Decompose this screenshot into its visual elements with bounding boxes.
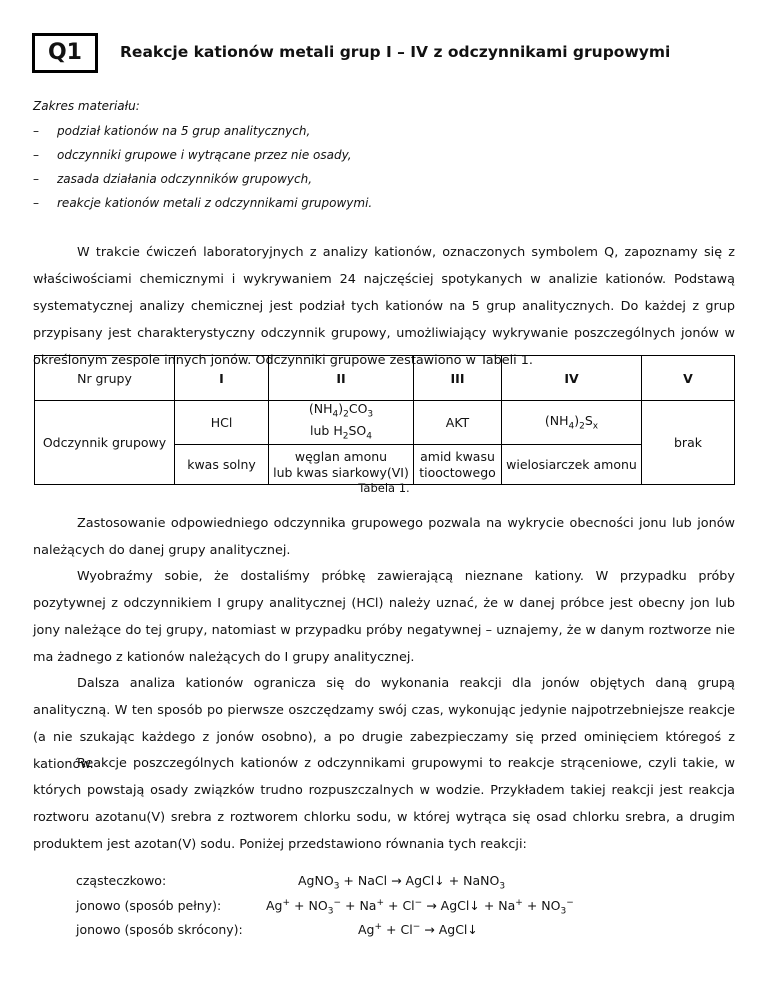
table-caption: Tabela 1. — [358, 481, 410, 495]
list-item: – reakcje kationów metali z odczynnikami grupowymi. — [33, 196, 373, 210]
paragraph-intro: W trakcie ćwiczeń laboratoryjnych z analizy kationów, oznaczonych symbolem Q, zapoznamy się z właściwościami chemicznymi i wykrywaniem 24 najczęściej spotykanych w analizie kationów. Podstawą systematycznej analizy chemicznej jest podział tych kationów na 5 grup analitycznych. Do każdej z grup przypisany jest charakterystyczny odczynnik grupowy, umożliwiający wykrywanie poszczególnych jonów w określonym zespole innych jonów. Odczynniki grupowe zestawiono w Tabeli 1. — [33, 245, 735, 368]
group-header: III — [414, 356, 502, 401]
list-item: – zasada działania odczynników grupowych, — [33, 172, 313, 186]
reagent-formula: $(NH_4)_2S_x$ — [502, 401, 642, 445]
equation-molecular: AgNO$_3$ + NaCl → AgCl↓ + NaNO$_3$ — [298, 873, 506, 892]
group-header: IV — [502, 356, 642, 401]
table-header-label: Nr grupy — [35, 356, 175, 401]
reagent-name: węglan amonu lub kwas siarkowy(VI) — [269, 445, 414, 485]
row-label: Odczynnik grupowy — [35, 401, 175, 485]
group-header: II — [269, 356, 414, 401]
reagent-name: wielosiarczek amonu — [502, 445, 642, 485]
reagent-formula: HCl — [175, 401, 269, 445]
scope-heading: Zakres materiału: — [33, 99, 140, 113]
reagent-none: brak — [642, 401, 735, 485]
paragraph: Reakcje poszczególnych kationów z odczynnikami grupowymi to reakcje strąceniowe, czyli takie, w których powstają osady związków trudno rozpuszczalnych w wodzie. Przykładem takiej reakcji jest reakcja roztworu azotanu(V) srebra z roztworem chlorku sodu, w której wytrąca się osad chlorku srebra, a drugim produktem jest azotan(V) sodu. Poniżej przedstawiono równania tych reakcji: — [33, 756, 735, 852]
equation-label: jonowo (sposób skrócony): — [76, 922, 243, 937]
reagent-name: kwas solny — [175, 445, 269, 485]
equation-ionic-full: $Ag^+ + NO_3^- + Na^+ + Cl^-$ → AgCl↓ + $Na^+ + NO_3^-$ — [266, 898, 574, 917]
reagents-table — [34, 355, 735, 485]
equation-label: cząsteczkowo: — [76, 873, 167, 888]
paragraph: Wyobraźmy sobie, że dostaliśmy próbkę zawierającą nieznane kationy. W przypadku próby pozytywnej z odczynnikiem I grupy analitycznej (HCl) należy uznać, że w danej próbce jest obecny jon lub jony należące do tej grupy, natomiast w przypadku próby negatywnej – uznajemy, że w danym roztworze nie ma żadnego z kationów należących do I grupy analitycznej. — [33, 569, 735, 665]
equation-label: jonowo (sposób pełny): — [76, 898, 222, 913]
group-header: V — [642, 356, 735, 401]
paragraph: Dalsza analiza kationów ogranicza się do wykonania reakcji dla jonów objętych daną grupą analityczną. W ten sposób po pierwsze oszczędzamy swój czas, wykonując jedynie najpotrzebniejsze reakcje (a nie szukając każdego z jonów osobno), a po drugie zabezpieczamy się przed ominięciem któregoś z kationów. — [33, 676, 735, 772]
page-title: Reakcje kationów metali grup I – IV z odczynnikami grupowymi — [120, 43, 671, 61]
section-badge: Q1 — [32, 33, 98, 73]
list-item: – podział kationów na 5 grup analitycznych, — [33, 124, 311, 138]
paragraph: Zastosowanie odpowiedniego odczynnika grupowego pozwala na wykrycie obecności jonu lub jonów należących do danej grupy analitycznej. — [33, 516, 735, 558]
equation-ionic-short: Ag+ + Cl− → AgCl↓ — [358, 922, 478, 938]
reagent-formula: AKT — [414, 401, 502, 445]
reagent-formula: $(NH_4)_2CO_3$ lub $H_2SO_4$ — [269, 401, 414, 445]
group-header: I — [175, 356, 269, 401]
reagent-name: amid kwasu tiooctowego — [414, 445, 502, 485]
list-item: – odczynniki grupowe i wytrącane przez nie osady, — [33, 148, 352, 162]
